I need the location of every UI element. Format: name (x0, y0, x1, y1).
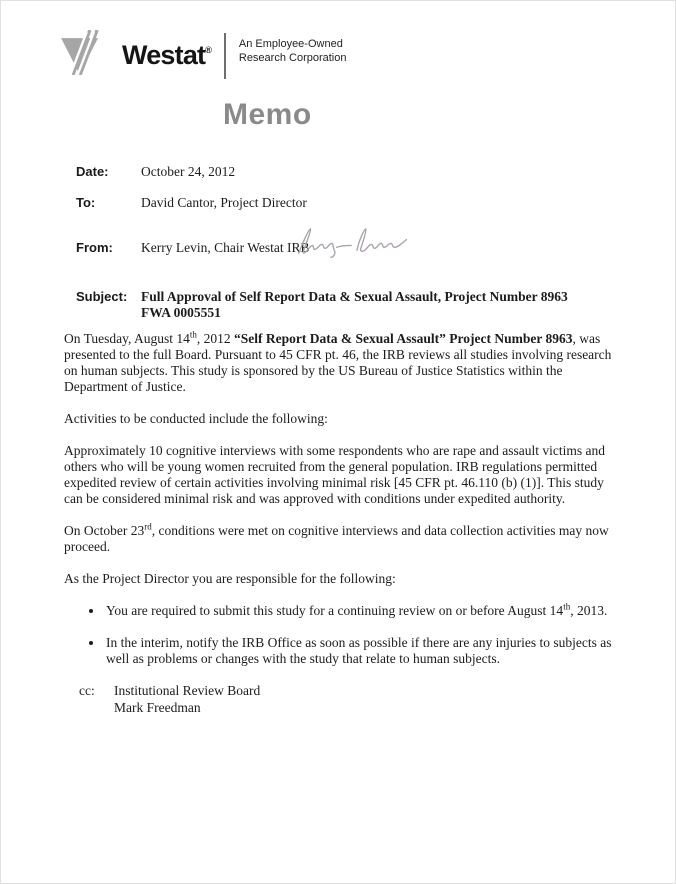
brand-name (122, 42, 212, 69)
tagline-line-1: An Employee-Owned (238, 38, 343, 50)
field-date-label: Date: (76, 164, 109, 179)
responsibility-list (64, 603, 619, 667)
paragraph-responsibilities-intro: As the Project Director you are responsible for the following: (64, 571, 396, 586)
subject-line-1: Full Approval of Self Report Data & Sexual Assault, Project Number 8963 (141, 289, 568, 304)
subject-line-2: FWA 0005551 (141, 305, 221, 320)
cc-label: cc: (79, 683, 95, 698)
brand-name-text: Westat (122, 40, 206, 70)
paragraph-conditions-met: On October 23rd, conditions were met on cognitive interviews and data collection activities may now proceed. (64, 521, 609, 554)
cc-name-mark-freedman: Mark Freedman (114, 699, 201, 715)
field-from-value: Kerry Levin, Chair Westat IRB (141, 240, 310, 255)
tagline-line-2: Research Corporation (238, 51, 347, 64)
registered-mark: ® (205, 45, 212, 55)
bullet-notify-irb: • In the interim, notify the IRB Office as soon as possible if there are any injuries to subjects as well as problems or changes with the study that relate to human subjects. (104, 635, 619, 667)
paragraph-approval: On Tuesday, August 14th, 2012 “Self Report Data & Sexual Assault” Project Number 8963, was presented to the full Board. Pursuant to 45 CFR pt. 46, the IRB reviews all studies involving research on human subjects. This study is sponsored by the US Bureau of Justice Statistics within the Department of Justice. (64, 329, 612, 394)
header-divider (224, 33, 226, 79)
field-subject (76, 289, 619, 321)
bullet-continuing-review: • You are required to submit this study for a continuing review on or before August 14th, 2013. (104, 603, 619, 619)
field-date-value: October 24, 2012 (141, 164, 236, 179)
field-from (76, 240, 619, 256)
cc-name-irb: Institutional Review Board (114, 683, 261, 698)
field-date (76, 164, 619, 180)
field-to-value: David Cantor, Project Director (141, 195, 307, 210)
memo-body (64, 331, 619, 667)
letterhead (61, 29, 675, 79)
company-tagline (239, 38, 347, 65)
signature-kerry-levin (293, 224, 419, 261)
field-to (76, 195, 619, 211)
paragraph-activities-intro: Activities to be conducted include the following: (64, 411, 328, 426)
westat-logo-icon (61, 30, 108, 75)
field-from-label: From: (76, 240, 113, 255)
cc-names (114, 683, 260, 716)
memo-fields (76, 164, 619, 321)
field-subject-label: Subject: (76, 289, 128, 304)
memo-title: Memo (223, 98, 312, 131)
field-to-label: To: (76, 195, 96, 210)
field-subject-value (141, 289, 568, 321)
paragraph-activities-detail: Approximately 10 cognitive interviews with some respondents who are rape and assault victims and others who will be young women recruited from the general population. IRB regulations permitted expedited review of certain activities involving minimal risk [45 CFR pt. 46.110 (b) (1)]. This study can be considered minimal risk and was approved with conditions under expedited authority. (64, 443, 605, 506)
cc-block (79, 683, 675, 716)
